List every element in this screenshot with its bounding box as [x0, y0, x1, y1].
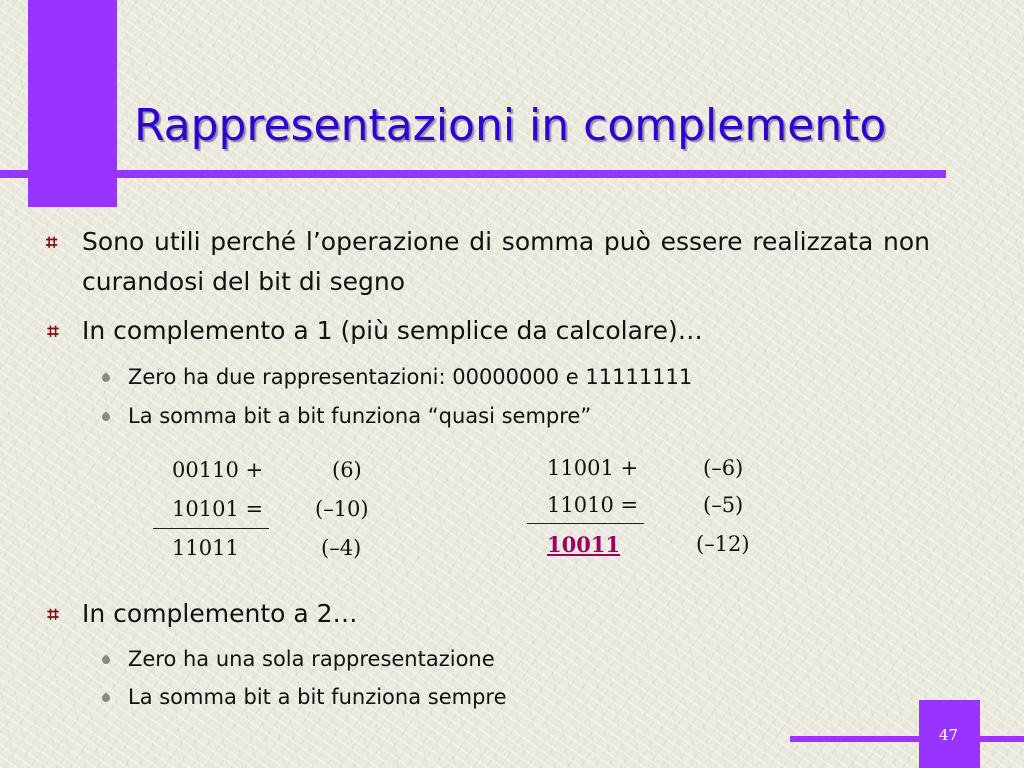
bullet-item-3: [47, 594, 358, 634]
sub-bullet-item: [128, 398, 591, 434]
bullet-text: Sono utili perché l’operazione di somma può essere realizzata non curandosi del bit di segno: [82, 227, 930, 296]
sub-bullet-text: La somma bit a bit funziona “quasi sempre”: [128, 404, 592, 428]
example-result-bits: 11011: [172, 536, 239, 560]
sub-bullet-icon: [100, 654, 111, 665]
example-value: (–10): [315, 497, 369, 521]
sub-bullet-icon: [100, 692, 111, 703]
slide-title: Rappresentazioni in complemento: [134, 100, 887, 151]
page-number-box: [919, 700, 980, 768]
sum-divider-line: [527, 523, 644, 524]
sub-bullet-item: [128, 641, 495, 677]
sub-bullet-item: [128, 679, 507, 715]
footer-accent-line: [790, 736, 1024, 742]
sub-bullet-text: Zero ha una sola rappresentazione: [128, 647, 495, 671]
bullet-text: In complemento a 1 (più semplice da calcolare)…: [82, 316, 703, 345]
bullet-item-2: [47, 311, 703, 351]
example-bits: 10101 =: [172, 497, 264, 521]
sub-bullet-text: Zero ha due rappresentazioni: 00000000 e 11111111: [128, 365, 693, 389]
page-number: 47: [939, 726, 959, 744]
example-value: (6): [332, 458, 362, 482]
example-bits: 11001 +: [547, 456, 639, 480]
sub-bullet-icon: [100, 372, 111, 383]
bullet-icon: ⌗: [47, 602, 59, 626]
example-bits: 00110 +: [172, 458, 264, 482]
example-result-value: (–4): [321, 536, 362, 560]
bullet-text: In complemento a 2…: [82, 599, 358, 628]
sub-bullet-icon: [100, 411, 111, 422]
sub-bullet-item: [128, 359, 692, 395]
example-value: (–5): [703, 493, 744, 517]
bullet-icon: ⌗: [46, 230, 58, 254]
sub-bullet-text: La somma bit a bit funziona sempre: [128, 685, 507, 709]
bullet-item-1: [46, 222, 930, 302]
example-value: (–6): [703, 456, 744, 480]
sum-divider-line: [153, 528, 269, 529]
bullet-icon: ⌗: [47, 319, 59, 343]
title-underline-bar: [0, 170, 946, 178]
example-result-bits-highlighted: 10011: [547, 532, 621, 557]
example-result-value: (–12): [696, 532, 750, 556]
example-bits: 11010 =: [547, 493, 639, 517]
